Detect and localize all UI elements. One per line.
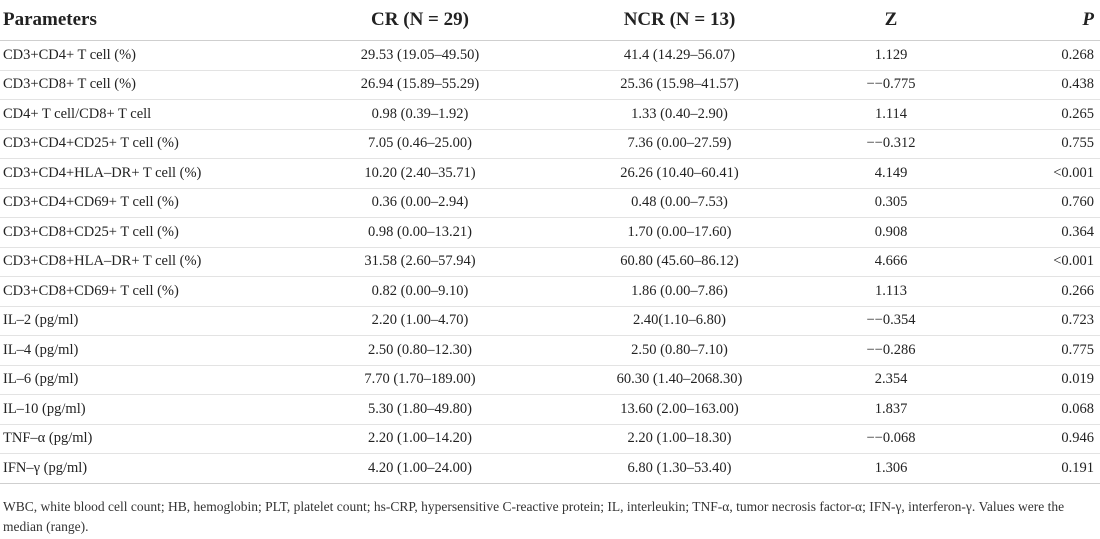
table-row: [0, 159, 1100, 189]
cell-ncr: 0.48 (0.00–7.53): [547, 188, 812, 218]
cell-parameter: CD3+CD8+ T cell (%): [0, 70, 293, 100]
cell-cr: 0.82 (0.00–9.10): [293, 277, 547, 307]
cell-z: 1.113: [812, 277, 970, 307]
header-p: P: [970, 0, 1100, 41]
table-row: [0, 247, 1100, 277]
cell-z: 4.149: [812, 159, 970, 189]
cell-p: 0.755: [970, 129, 1100, 159]
cell-p: 0.723: [970, 306, 1100, 336]
cell-cr: 0.98 (0.39–1.92): [293, 100, 547, 130]
cell-p: <0.001: [970, 159, 1100, 189]
cell-z: 2.354: [812, 365, 970, 395]
cell-ncr: 2.20 (1.00–18.30): [547, 424, 812, 454]
cell-ncr: 25.36 (15.98–41.57): [547, 70, 812, 100]
cell-parameter: CD3+CD4+HLA–DR+ T cell (%): [0, 159, 293, 189]
cell-cr: 31.58 (2.60–57.94): [293, 247, 547, 277]
cell-cr: 2.20 (1.00–4.70): [293, 306, 547, 336]
cell-ncr: 1.70 (0.00–17.60): [547, 218, 812, 248]
cell-ncr: 2.50 (0.80–7.10): [547, 336, 812, 366]
cell-ncr: 2.40(1.10–6.80): [547, 306, 812, 336]
cell-cr: 2.50 (0.80–12.30): [293, 336, 547, 366]
table-row: [0, 70, 1100, 100]
cell-ncr: 60.30 (1.40–2068.30): [547, 365, 812, 395]
cell-cr: 0.98 (0.00–13.21): [293, 218, 547, 248]
header-z: Z: [812, 0, 970, 41]
cell-parameter: TNF–α (pg/ml): [0, 424, 293, 454]
header-parameters: Parameters: [0, 0, 293, 41]
cell-z: 1.837: [812, 395, 970, 425]
cell-cr: 2.20 (1.00–14.20): [293, 424, 547, 454]
cell-p: 0.191: [970, 454, 1100, 484]
cell-parameter: CD4+ T cell/CD8+ T cell: [0, 100, 293, 130]
table-row: [0, 336, 1100, 366]
cell-cr: 7.05 (0.46–25.00): [293, 129, 547, 159]
cell-cr: 29.53 (19.05–49.50): [293, 41, 547, 71]
cell-ncr: 7.36 (0.00–27.59): [547, 129, 812, 159]
cell-parameter: CD3+CD8+CD69+ T cell (%): [0, 277, 293, 307]
cell-ncr: 6.80 (1.30–53.40): [547, 454, 812, 484]
cell-parameter: IL–6 (pg/ml): [0, 365, 293, 395]
cell-p: 0.775: [970, 336, 1100, 366]
cell-z: 4.666: [812, 247, 970, 277]
cell-parameter: IL–10 (pg/ml): [0, 395, 293, 425]
cell-p: 0.265: [970, 100, 1100, 130]
cell-ncr: 1.33 (0.40–2.90): [547, 100, 812, 130]
cell-z: −−0.775: [812, 70, 970, 100]
cell-ncr: 26.26 (10.40–60.41): [547, 159, 812, 189]
cell-parameter: CD3+CD4+CD25+ T cell (%): [0, 129, 293, 159]
cell-cr: 0.36 (0.00–2.94): [293, 188, 547, 218]
cell-parameter: CD3+CD8+CD25+ T cell (%): [0, 218, 293, 248]
cell-z: −−0.286: [812, 336, 970, 366]
cell-cr: 4.20 (1.00–24.00): [293, 454, 547, 484]
cell-p: 0.760: [970, 188, 1100, 218]
cell-cr: 26.94 (15.89–55.29): [293, 70, 547, 100]
cell-z: −−0.354: [812, 306, 970, 336]
cell-cr: 7.70 (1.70–189.00): [293, 365, 547, 395]
cell-parameter: IL–2 (pg/ml): [0, 306, 293, 336]
cell-z: 1.114: [812, 100, 970, 130]
cell-z: 0.305: [812, 188, 970, 218]
cell-parameter: CD3+CD8+HLA–DR+ T cell (%): [0, 247, 293, 277]
cell-p: 0.946: [970, 424, 1100, 454]
table-row: [0, 424, 1100, 454]
table-row: [0, 306, 1100, 336]
cell-p: <0.001: [970, 247, 1100, 277]
header-ncr: NCR (N = 13): [547, 0, 812, 41]
cell-p: 0.266: [970, 277, 1100, 307]
cell-z: 1.129: [812, 41, 970, 71]
cell-ncr: 41.4 (14.29–56.07): [547, 41, 812, 71]
table-footnote: WBC, white blood cell count; HB, hemoglobin; PLT, platelet count; hs-CRP, hypersensitive C-reactive protein; IL, interleukin; TNF-α, tumor necrosis factor-α; IFN-γ, interferon-γ. Values were the median (range).: [3, 499, 1065, 534]
cell-p: 0.438: [970, 70, 1100, 100]
table-row: [0, 218, 1100, 248]
cell-parameter: CD3+CD4+ T cell (%): [0, 41, 293, 71]
cell-p: 0.364: [970, 218, 1100, 248]
cell-ncr: 1.86 (0.00–7.86): [547, 277, 812, 307]
table-row: [0, 129, 1100, 159]
cell-z: −−0.312: [812, 129, 970, 159]
table-row: [0, 454, 1100, 484]
cell-parameter: IL–4 (pg/ml): [0, 336, 293, 366]
cell-p: 0.019: [970, 365, 1100, 395]
cell-cr: 5.30 (1.80–49.80): [293, 395, 547, 425]
cell-z: 1.306: [812, 454, 970, 484]
header-cr: CR (N = 29): [293, 0, 547, 41]
cell-cr: 10.20 (2.40–35.71): [293, 159, 547, 189]
table-body: [0, 41, 1100, 484]
header-row: [0, 0, 1100, 41]
cell-parameter: IFN–γ (pg/ml): [0, 454, 293, 484]
cell-ncr: 60.80 (45.60–86.12): [547, 247, 812, 277]
table-row: [0, 41, 1100, 71]
cell-z: 0.908: [812, 218, 970, 248]
table-row: [0, 365, 1100, 395]
cell-parameter: CD3+CD4+CD69+ T cell (%): [0, 188, 293, 218]
table-row: [0, 188, 1100, 218]
table-row: [0, 395, 1100, 425]
cell-p: 0.068: [970, 395, 1100, 425]
cell-p: 0.268: [970, 41, 1100, 71]
table-row: [0, 277, 1100, 307]
cell-ncr: 13.60 (2.00–163.00): [547, 395, 812, 425]
cell-z: −−0.068: [812, 424, 970, 454]
table-row: [0, 100, 1100, 130]
